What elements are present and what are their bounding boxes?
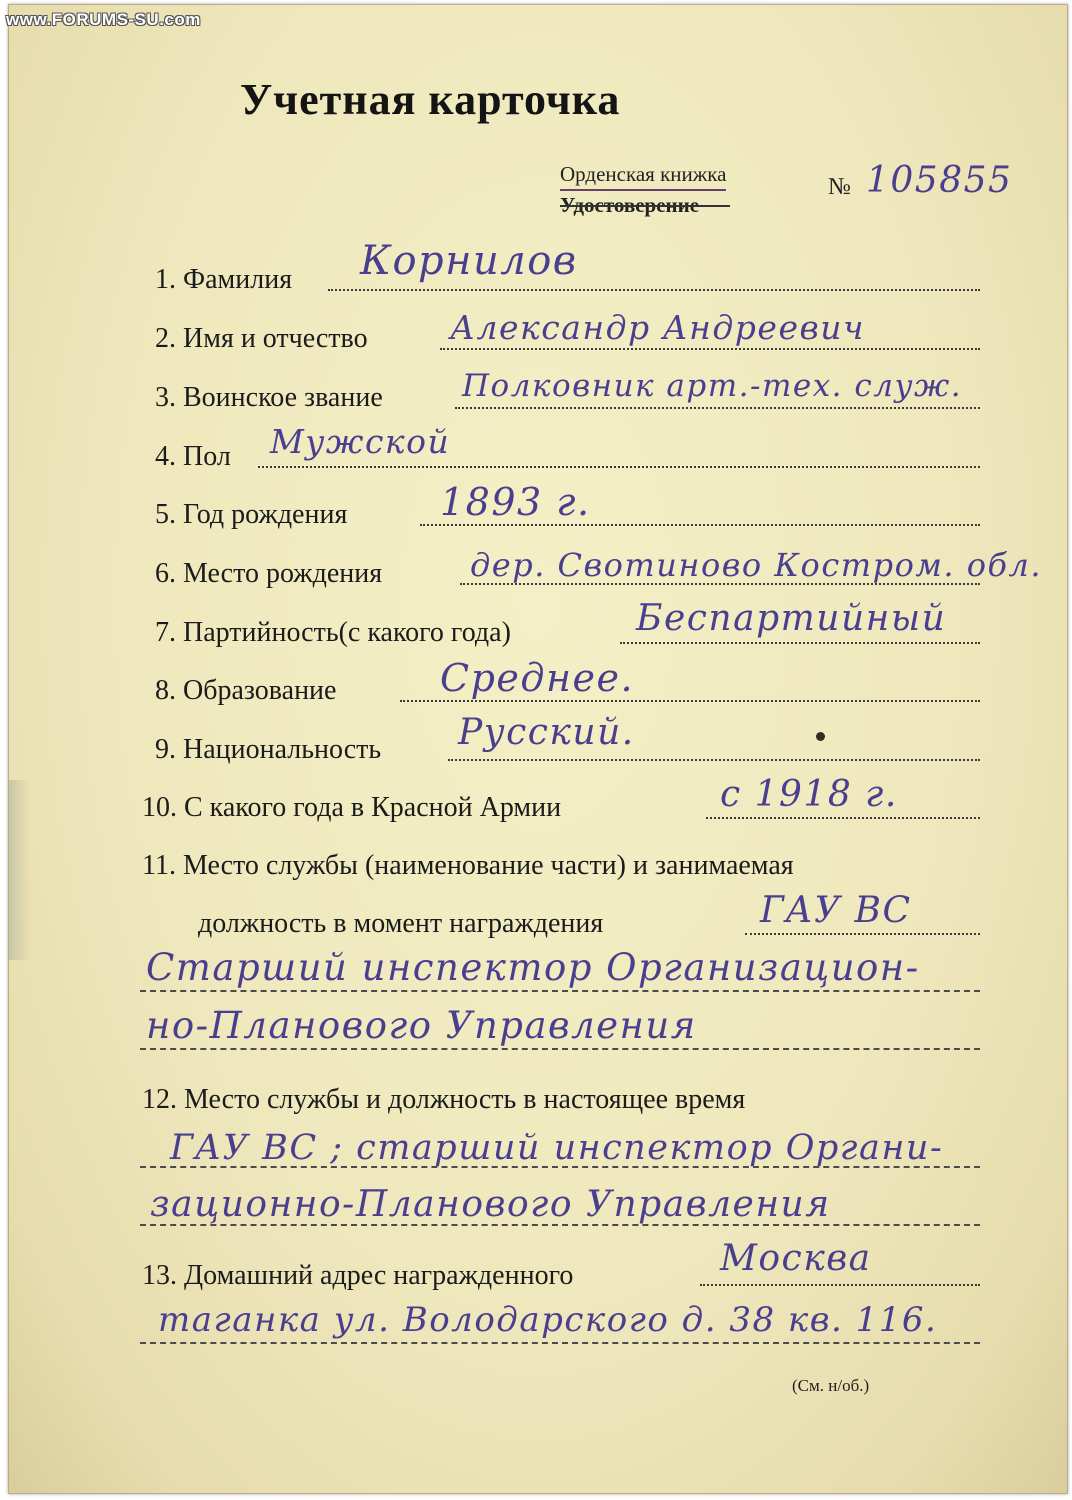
ink-spot [816, 732, 825, 741]
document-type-certificate-struck: Удостоверение [560, 193, 726, 218]
field-line [140, 1224, 980, 1226]
field-army-since-label: 10. С какого года в Красной Армии [142, 792, 562, 823]
field-birthplace-label: 6. Место рождения [155, 558, 383, 589]
field-nationality-label: 9. Национальность [155, 734, 382, 765]
field-line [620, 642, 980, 644]
field-birth-year-value: 1893 г. [440, 480, 591, 524]
field-name-value: Александр Андреевич [450, 308, 865, 347]
field-sex-value: Мужской [270, 422, 451, 461]
field-line [460, 583, 980, 585]
field-surname-value: Корнилов [360, 238, 578, 284]
field-line [258, 466, 980, 468]
number-value: 105855 [866, 160, 1013, 201]
field-service-label-line1: 11. Место службы (наименование части) и занимаемая [142, 850, 794, 881]
field-name-label: 2. Имя и отчество [155, 323, 368, 354]
field-line [140, 990, 980, 992]
field-nationality-value: Русский. [458, 712, 635, 753]
field-line [140, 1166, 980, 1168]
paper-stain [8, 780, 30, 960]
field-address-label: 13. Домашний адрес награжденного [142, 1260, 574, 1291]
field-line [140, 1048, 980, 1050]
field-birth-year-label: 5. Год рождения [155, 499, 348, 530]
field-line [140, 1342, 980, 1344]
field-party-label: 7. Партийность(с какого года) [155, 617, 511, 648]
field-education-label: 8. Образование [155, 675, 337, 706]
field-rank-value: Полковник арт.-тех. служ. [462, 368, 963, 404]
field-service-unit-value: ГАУ ВС [760, 890, 912, 931]
field-sex-label: 4. Пол [155, 441, 231, 472]
field-rank-label: 3. Воинское звание [155, 382, 383, 413]
card-title: Учетная карточка [240, 75, 621, 124]
see-reverse-note: (См. н/об.) [792, 1376, 870, 1395]
field-party-value: Беспартийный [636, 598, 947, 639]
field-current-service-label: 12. Место службы и должность в настоящее время [142, 1084, 746, 1115]
document-type-orden-book: Орденская книжка [560, 162, 726, 191]
field-current-service-line2: зационно-Планового Управления [150, 1184, 831, 1225]
field-line [455, 407, 980, 409]
field-surname-label: 1. Фамилия [155, 264, 293, 295]
field-birthplace-value: дер. Свотиново Костром. обл. [470, 546, 1043, 584]
field-service-position-line2: но-Планового Управления [146, 1004, 697, 1047]
field-line [400, 700, 980, 702]
field-address-street: таганка ул. Володарского д. 38 кв. 116. [158, 1300, 938, 1340]
field-service-position-line1: Старший инспектор Организацион- [146, 946, 920, 989]
number-label: № [828, 174, 851, 200]
field-army-since-value: с 1918 г. [720, 774, 898, 815]
field-line [700, 1284, 980, 1286]
document-type [560, 162, 726, 218]
field-address-city: Москва [720, 1238, 872, 1279]
field-line [745, 933, 980, 935]
field-line [328, 289, 980, 291]
watermark: www.FORUMS-SU.com [6, 10, 201, 29]
field-education-value: Среднее. [440, 656, 635, 700]
field-current-service-line1: ГАУ ВС ; старший инспектор Органи- [170, 1128, 944, 1168]
field-line [706, 817, 980, 819]
field-line [420, 524, 980, 526]
field-line [448, 759, 980, 761]
field-service-label-line2: должность в момент награждения [198, 908, 604, 939]
field-line [440, 348, 980, 350]
